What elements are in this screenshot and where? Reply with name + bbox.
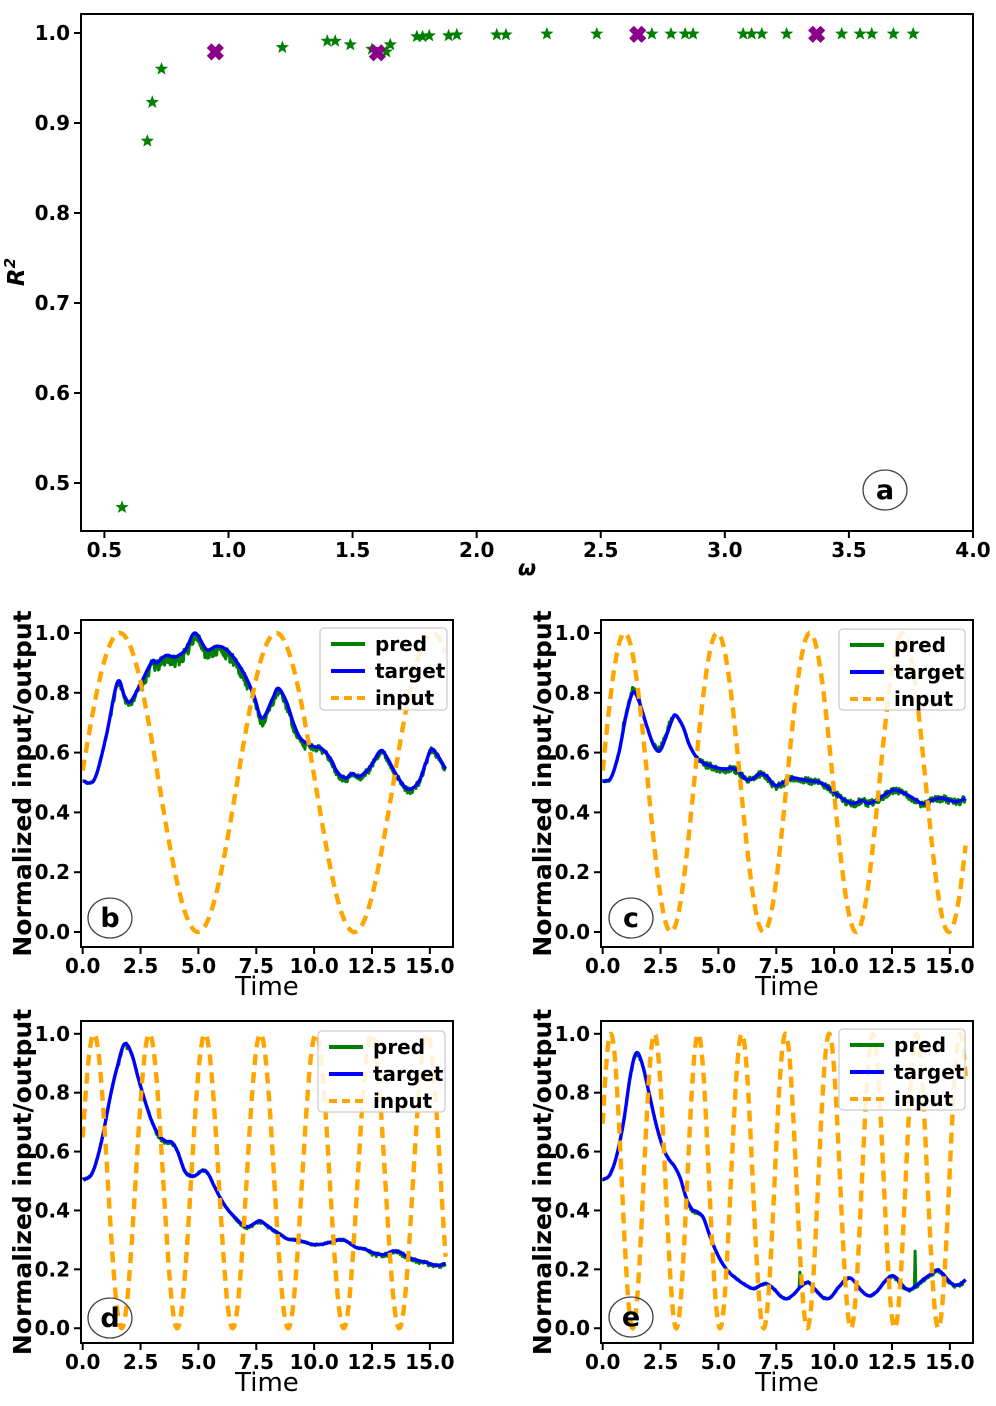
panel-d	[0, 1000, 498, 1406]
star-marker	[887, 27, 900, 40]
X-marker	[207, 43, 224, 60]
y-tick-label: 0.4	[554, 1198, 590, 1223]
legend-label-target: target	[894, 660, 965, 684]
star-marker	[907, 27, 920, 40]
x-tick-label: 5.0	[700, 1350, 737, 1374]
x-axis-label: Time	[235, 1368, 299, 1398]
legend-label-target: target	[373, 1062, 444, 1086]
x-axis-label: Time	[755, 972, 819, 1002]
panel-letter-badge	[609, 1297, 653, 1337]
y-tick-label: 1.0	[34, 1021, 70, 1046]
star-marker	[146, 95, 159, 108]
y-tick-label: 0.6	[34, 1139, 70, 1164]
legend-label-pred: pred	[894, 633, 947, 657]
x-tick-label: 7.5	[758, 1350, 794, 1374]
y-tick-label: 0.8	[554, 680, 590, 705]
y-tick-label: 0.8	[34, 1080, 70, 1105]
y-tick-label: 1.0	[34, 621, 70, 646]
x-axis-label: Time	[235, 972, 299, 1002]
X-marker	[369, 44, 386, 61]
y-tick-label: 0.2	[554, 1257, 590, 1282]
legend-label-input: input	[894, 1087, 954, 1111]
panel-letter: c	[622, 903, 640, 934]
legend-label-input: input	[894, 687, 954, 711]
panel-a	[0, 0, 996, 600]
star-marker	[745, 27, 758, 40]
y-tick-label: 0.0	[554, 919, 590, 944]
x-tick-label: 5.0	[180, 1350, 217, 1374]
legend	[318, 1031, 445, 1113]
legend	[839, 629, 965, 711]
y-tick-label: 0.0	[34, 1316, 70, 1341]
y-tick-label: 0.7	[34, 291, 70, 316]
x-tick-label: 15.0	[405, 1350, 455, 1374]
x-tick-label: 2.5	[583, 538, 619, 562]
panel-letter-badge	[88, 898, 132, 938]
x-tick-label: 12.5	[867, 954, 917, 978]
x-tick-label: 12.5	[347, 954, 397, 978]
x-tick-label: 0.0	[64, 1350, 101, 1374]
legend-label-target: target	[375, 659, 446, 683]
x-tick-label: 15.0	[925, 954, 975, 978]
star-marker	[499, 28, 512, 41]
x-axis-label: Time	[755, 1368, 819, 1398]
X-marker	[808, 26, 825, 43]
y-tick-label: 0.0	[34, 919, 70, 944]
y-tick-label: 1.0	[554, 621, 590, 646]
X-marker	[629, 26, 646, 43]
star-marker	[540, 27, 553, 40]
x-tick-label: 7.5	[238, 1350, 274, 1374]
y-tick-label: 0.6	[554, 1139, 590, 1164]
panel-e	[498, 1000, 996, 1406]
x-tick-label: 2.5	[642, 954, 679, 978]
y-tick-label: 0.8	[34, 680, 70, 705]
star-marker	[755, 27, 768, 40]
x-tick-label: 12.5	[867, 1350, 917, 1374]
x-tick-label: 3.0	[707, 538, 743, 562]
panel-b	[0, 600, 498, 1000]
axes-frame	[81, 14, 973, 531]
legend	[320, 628, 447, 710]
legend-label-pred: pred	[894, 1033, 947, 1057]
x-tick-label: 2.5	[642, 1350, 679, 1374]
panel-letter-badge	[609, 898, 653, 938]
y-tick-label: 0.2	[554, 860, 590, 885]
x-tick-label: 5.0	[180, 954, 217, 978]
star-marker	[664, 27, 677, 40]
y-tick-label: 0.2	[34, 860, 70, 885]
y-tick-label: 0.4	[34, 800, 70, 825]
x-tick-label: 3.5	[831, 538, 867, 562]
legend-label-target: target	[894, 1060, 965, 1084]
y-tick-label: 0.2	[34, 1257, 70, 1282]
x-tick-label: 7.5	[238, 954, 274, 978]
x-tick-label: 10.0	[809, 954, 859, 978]
y-axis-label: Normalized input/output	[528, 1008, 557, 1356]
r2-green-stars	[115, 27, 919, 513]
panel-letter: e	[621, 1302, 641, 1333]
y-axis-label: Normalized input/output	[8, 1008, 37, 1356]
panel-c	[498, 600, 996, 1000]
star-marker	[344, 38, 357, 51]
y-tick-label: 0.4	[34, 1198, 70, 1223]
y-tick-label: 0.0	[554, 1316, 590, 1341]
x-tick-label: 4.0	[955, 538, 991, 562]
plot-area-a	[115, 26, 919, 513]
selected-purple-crosses	[207, 26, 825, 62]
x-tick-label: 0.0	[64, 954, 101, 978]
tick-labels	[35, 21, 991, 562]
x-tick-label: 10.0	[809, 1350, 859, 1374]
legend-label-pred: pred	[373, 1035, 426, 1059]
y-tick-label: 0.6	[34, 740, 70, 765]
x-tick-label: 2.5	[122, 1350, 159, 1374]
star-marker	[115, 500, 128, 513]
y-axis-label: Normalized input/output	[8, 610, 37, 957]
y-axis-label: Normalized input/output	[528, 610, 557, 957]
panel-letter-badge	[88, 1298, 132, 1338]
star-marker	[450, 28, 463, 41]
x-tick-label: 2.0	[458, 538, 495, 562]
y-tick-label: 0.4	[554, 800, 590, 825]
star-marker	[865, 27, 878, 40]
y-tick-label: 1.0	[34, 20, 70, 45]
x-tick-label: 1.5	[334, 538, 371, 562]
x-tick-label: 7.5	[758, 954, 794, 978]
x-tick-label: 12.5	[347, 1350, 397, 1374]
x-tick-label: 5.0	[700, 954, 737, 978]
x-axis-label: ω	[517, 556, 537, 580]
y-tick-label: 0.6	[554, 740, 590, 765]
y-tick-label: 0.6	[34, 381, 70, 406]
star-marker	[780, 27, 793, 40]
y-tick-label: 0.9	[34, 110, 70, 135]
panel-letter: d	[100, 1303, 120, 1334]
y-tick-label: 0.5	[34, 471, 70, 496]
legend-label-pred: pred	[375, 632, 428, 656]
panel-letter: b	[100, 903, 120, 934]
star-marker	[835, 27, 848, 40]
panel-letter: a	[875, 475, 895, 506]
x-tick-label: 10.0	[289, 1350, 339, 1374]
star-marker	[853, 27, 866, 40]
star-marker	[645, 27, 658, 40]
panel-letter-badge	[863, 470, 907, 510]
x-tick-label: 0.5	[86, 538, 123, 562]
star-marker	[141, 134, 154, 147]
y-tick-label: 0.8	[34, 201, 70, 226]
x-tick-label: 1.0	[210, 538, 247, 562]
star-marker	[276, 40, 289, 53]
x-tick-label: 15.0	[405, 954, 455, 978]
x-tick-label: 10.0	[289, 954, 339, 978]
x-tick-label: 2.5	[122, 954, 159, 978]
y-axis-label: $R^2$	[1, 257, 30, 287]
star-marker	[590, 27, 603, 40]
legend-label-input: input	[375, 686, 435, 710]
y-tick-label: 0.8	[554, 1080, 590, 1105]
legend-label-input: input	[373, 1089, 433, 1113]
x-tick-label: 0.0	[584, 954, 621, 978]
legend	[839, 1029, 965, 1111]
x-tick-label: 0.0	[584, 1350, 621, 1374]
star-marker	[155, 62, 168, 75]
y-tick-label: 1.0	[554, 1021, 590, 1046]
x-tick-label: 15.0	[925, 1350, 975, 1374]
